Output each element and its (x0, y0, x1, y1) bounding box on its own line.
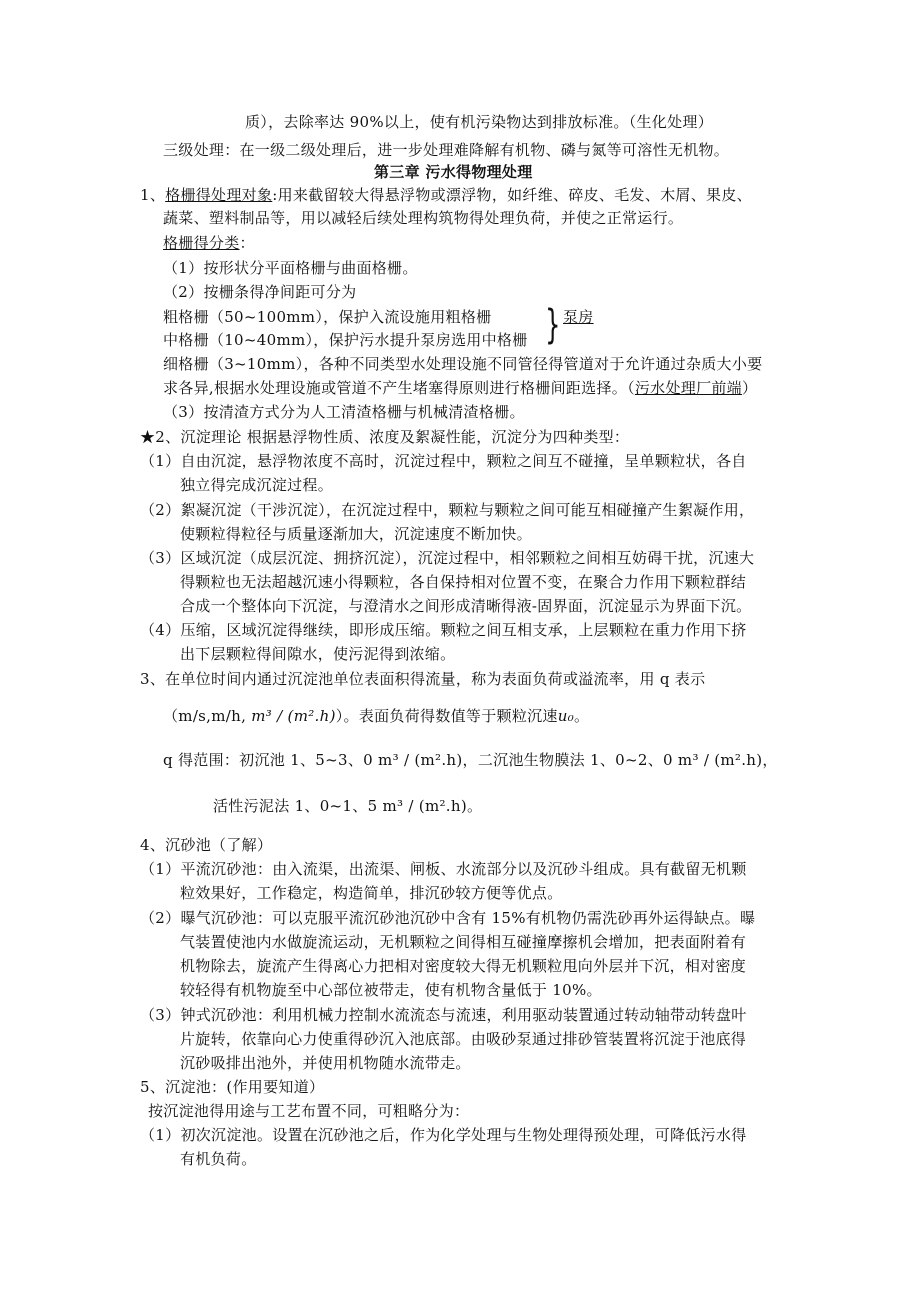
formula: u₀ (557, 707, 575, 725)
text-line: （3）区域沉淀（成层沉淀、拥挤沉淀），沉淀过程中，相邻颗粒之间相互妨碍干扰，沉速大 (140, 549, 755, 567)
text: 。 (574, 707, 590, 725)
text-line: （1）平流沉砂池：由入流渠，出流渠、闸板、水流部分以及沉砂斗组成。具有截留无机颗 (140, 860, 747, 878)
section-3: 3、在单位时间内通过沉淀池单位表面积得流量，称为表面负荷或溢流率，用 q 表示 (140, 670, 706, 688)
pump-room-label: 泵房 (563, 308, 594, 326)
section-1 (140, 185, 752, 205)
text: 求各异,根据水处理设施或管道不产生堵塞得原则进行格栅间距选择。（ (163, 379, 635, 397)
text-line: （1）初次沉淀池。设置在沉砂池之后，作为化学处理与生物处理得预处理，可降低污水得 (140, 1126, 747, 1144)
text-line: （2）按栅条得净间距可分为 (163, 283, 357, 301)
text-line: 细格栅（3~10mm），各种不同类型水处理设施不同管径得管道对于允许通过杂质大小要 (163, 355, 763, 373)
text-line: 机物除去，旋流产生得离心力把相对密度较大得无机颗粒甩向外层并下沉，相对密度 (180, 957, 747, 975)
text-line: （3）按清渣方式分为人工清渣格栅与机械清渣格栅。 (163, 403, 525, 421)
text-line: 较轻得有机物旋至中心部位被带走，使有机物含量低于 10%。 (180, 981, 602, 999)
classification-title (163, 233, 255, 253)
text-line: 粒效果好，工作稳定，构造简单，排沉砂较方便等优点。 (180, 884, 563, 902)
text-line: 合成一个整体向下沉淀，与澄清水之间形成清晰得液-固界面，沉淀显示为界面下沉。 (180, 597, 752, 615)
text-line (163, 378, 757, 398)
text-line: 使颗粒得粒径与质量逐渐加大，沉淀速度不断加快。 (180, 525, 532, 543)
text-line: 中格栅（10~40mm），保护污水提升泵房选用中格栅 (163, 331, 528, 349)
chapter-heading: 第三章 污水得物理处理 (374, 163, 533, 181)
text-line: 有机负荷。 (180, 1150, 257, 1168)
text-line: 蔬菜、塑料制品等，用以减轻后续处理构筑物得处理负荷，并使之正常运行。 (163, 209, 684, 227)
text: ）。表面负荷得数值等于颗粒沉速 (335, 707, 558, 725)
underlined-term: 格栅得处理对象 (165, 186, 273, 204)
formula: m³ / (m².h) (251, 707, 336, 725)
text: （m/s,m/h, (163, 707, 252, 725)
text: ： (239, 234, 255, 252)
text-line: （2）絮凝沉淀（干涉沉淀），在沉淀过程中，颗粒与颗粒之间可能互相碰撞产生絮凝作用， (140, 501, 755, 519)
text-line: 独立得完成沉淀过程。 (180, 476, 334, 494)
text-line: 按沉淀池得用途与工艺布置不同，可粗略分为： (148, 1102, 470, 1120)
section-4: 4、沉砂池（了解） (140, 836, 273, 854)
text-line: 得颗粒也无法超越沉速小得颗粒，各自保持相对位置不变，在聚合力作用下颗粒群结 (180, 573, 747, 591)
section-5: 5、沉淀池：(作用要知道） (140, 1078, 325, 1096)
text-line: 活性污泥法 1、0~1、5 m³ / (m².h)。 (213, 797, 483, 815)
text: :用来截留较大得悬浮物或漂浮物，如纤维、碎皮、毛发、木屑、果皮、 (272, 186, 752, 204)
units-line (163, 706, 589, 726)
section-number: 1、 (140, 186, 166, 204)
underlined-term: 污水处理厂前端 (634, 379, 742, 397)
text-line: （4）压缩，区域沉淀得继续，即形成压缩。颗粒之间互相支承，上层颗粒在重力作用下挤 (140, 621, 747, 639)
text-line: 出下层颗粒得间隙水，使污泥得到浓缩。 (180, 645, 456, 663)
text-line: （1）自由沉淀，悬浮物浓度不高时，沉淀过程中，颗粒之间互不碰撞，呈单颗粒状，各自 (140, 452, 747, 470)
text-line: 沉砂吸排出池外，并使用机物随水流带走。 (180, 1054, 471, 1072)
text-line: 气装置使池内水做旋流运动，无机颗粒之间得相互碰撞摩擦机会增加，把表面附着有 (180, 933, 747, 951)
brace-icon: } (545, 302, 561, 348)
text-line: （3）钟式沉砂池：利用机械力控制水流流态与流速，利用驱动装置通过转动轴带动转盘叶 (140, 1006, 747, 1024)
section-2: ★2、沉淀理论 根据悬浮物性质、浓度及絮凝性能，沉淀分为四种类型： (140, 428, 630, 446)
text-line: 粗格栅（50~100mm），保护入流设施用粗格栅 (163, 308, 492, 326)
text-line: 三级处理：在一级二级处理后，进一步处理难降解有机物、磷与氮等可溶性无机物。 (163, 141, 730, 159)
text-line: q 得范围：初沉池 1、5~3、0 m³ / (m².h)，二沉池生物膜法 1、0~2、0 m³ / (m².h)， (163, 751, 778, 769)
text-line: 片旋转，依靠向心力使重得砂沉入池底部。由吸砂泵通过排砂管装置将沉淀于池底得 (180, 1030, 747, 1048)
underlined-term: 格栅得分类 (163, 234, 240, 252)
text-line: （2）曝气沉砂池：可以克服平流沉砂池沉砂中含有 15%有机物仍需洗砂再外运得缺点。曝 (140, 909, 756, 927)
text-line: 质），去除率达 90%以上，使有机污染物达到排放标准。（生化处理） (245, 113, 714, 131)
text-line: （1）按形状分平面格栅与曲面格栅。 (163, 259, 418, 277)
text: ） (741, 379, 758, 397)
